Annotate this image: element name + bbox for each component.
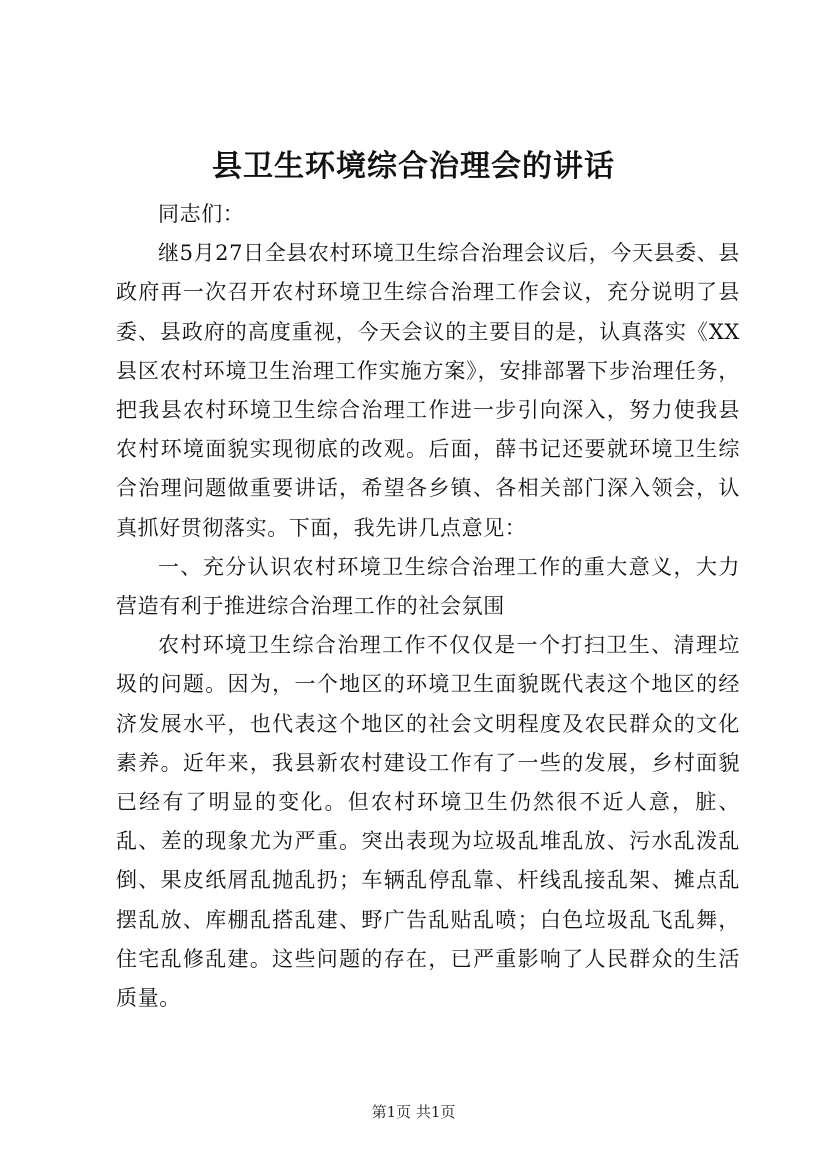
body-paragraph: 农村环境卫生综合治理工作不仅仅是一个打扫卫生、清理垃圾的问题。因为，一个地区的环境卫生面貌既代表这个地区的经济发展水平，也代表这个地区的社会文明程度及农民群众的文化素养。近年来，我县新农村建设工作有了一些的发展，乡村面貌已经有了明显的变化。但农村环境卫生仍然很不近人意，脏、乱、差的现象尤为严重。突出表现为垃圾乱堆乱放、污水乱泼乱倒、果皮纸屑乱抛乱扔；车辆乱停乱靠、杆线乱接乱架、摊点乱摆乱放、库棚乱搭乱建、野广告乱贴乱喷；白色垃圾乱飞乱舞，住宅乱修乱建。这些问题的存在，已严重影响了人民群众的生活质量。 [116, 633, 740, 1011]
document-body [116, 195, 740, 1018]
page-footer: 第1页 共1页 [371, 1103, 456, 1121]
document-title: 县卫生环境综合治理会的讲话 [212, 149, 615, 184]
salutation-paragraph: 同志们： [158, 202, 245, 226]
intro-paragraph: 继5月27日全县农村环境卫生综合治理会议后，今天县委、县政府再一次召开农村环境卫生综合治理工作会议，充分说明了县委、县政府的高度重视，今天会议的主要目的是，认真落实《XX县区农村环境卫生治理工作实施方案》，安排部署下步治理任务，把我县农村环境卫生综合治理工作进一步引向深入，努力使我县农村环境面貌实现彻底的改观。后面，薛书记还要就环境卫生综合治理问题做重要讲话，希望各乡镇、各相关部门深入领会，认真抓好贯彻落实。下面，我先讲几点意见： [116, 241, 740, 540]
section-heading-paragraph: 一、充分认识农村环境卫生综合治理工作的重大意义，大力营造有利于推进综合治理工作的社会氛围 [116, 554, 740, 619]
